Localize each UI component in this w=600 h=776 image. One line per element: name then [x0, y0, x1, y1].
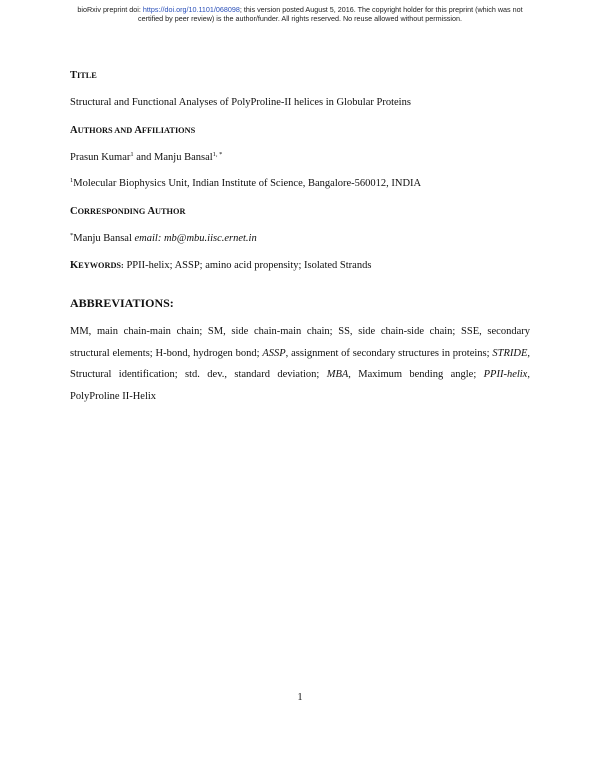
corresponding-heading: CORRESPONDING AUTHOR: [70, 206, 186, 217]
abbreviations-heading: ABBREVIATIONS:: [70, 296, 174, 310]
author-1: Prasun Kumar: [70, 152, 131, 163]
affiliation-line: $^1$Molecular Biophysics Unit, Indian Institute of Science, Bangalore-560012, INDIA: [70, 177, 422, 189]
keywords-line: KEYWORDS: PPII-helix; ASSP; amino acid propensity; Isolated Strands: [70, 260, 372, 271]
corresponding-line: *Manju Bansal email: mb@mbu.iisc.ernet.in: [70, 232, 257, 244]
abbreviations-paragraph: MM, main chain-main chain; SM, side chain-main chain; SS, side chain-side chain; SSE, secondary structural elements; H-bond, hydrogen bond; ASSP, assignment of secondary structures in proteins; STRIDE, Structural identification; std. dev., standard deviation; MBA, Maximum bending angle; PPII-helix, PolyProline II-Helix: [70, 326, 531, 402]
author-2: Manju Bansal: [154, 152, 213, 163]
authors-heading: AUTHORS AND AFFILIATIONS: [70, 125, 196, 136]
header-prefix: bioRxiv preprint doi:: [77, 5, 143, 14]
authors-line: Prasun Kumar$^1$ and Manju Bansal$^{1, *}$: [70, 151, 223, 163]
page-number: 1: [297, 692, 303, 703]
header-suffix: ; this version posted August 5, 2016. The copyright holder for this preprint (which was not: [239, 5, 523, 14]
header-line-2: certified by peer review) is the author/funder. All rights reserved. No reuse allowed without permission.: [138, 14, 462, 23]
keywords-label: KEYWORDS:: [70, 260, 124, 271]
title-heading: TITLE: [70, 70, 97, 81]
email[interactable]: email: mb@mbu.iisc.ernet.in: [134, 233, 257, 244]
doi-link[interactable]: https://doi.org/10.1101/068098: [142, 5, 240, 14]
preprint-header: [40, 5, 560, 23]
paper-title: Structural and Functional Analyses of PolyProline-II helices in Globular Proteins: [70, 97, 411, 108]
header-line-1: [40, 5, 560, 14]
